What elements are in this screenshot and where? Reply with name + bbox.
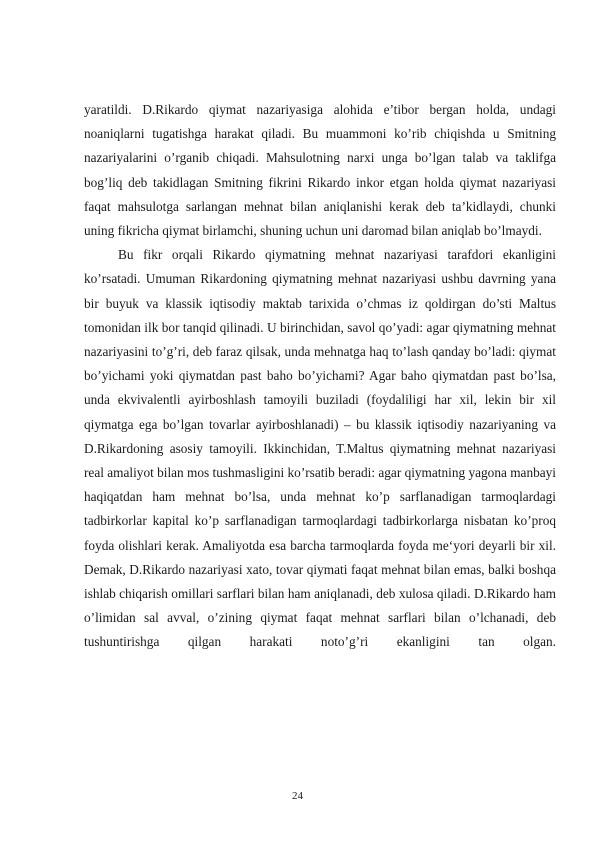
page-number: 24 [292, 790, 303, 802]
paragraph-2: Bu fikr orqali Rikardo qiymatning mehnat nazariyasi tarafdori ekanligini ko’rsatadi. Umuman Rikardoning qiymatning mehnat nazariyasi ushbu davrning yana bir buyuk va klassik iqtisodiy maktab tarixida o’chmas iz qoldirgan do’sti Maltus tomonidan ilk bor tanqid qilinadi. U birinchidan, savol qo’yadi: agar qiymatning mehnat nazariyasini to’g’ri, deb faraz qilsak, unda mehnatga haq to’lash qanday bo’ladi: qiymat bo’yichami yoki qiymatdan past baho bo’yichami? Agar baho qiymatdan past bo’lsa, unda ekvivalentli ayirboshlash tamoyili buziladi (foydaliligi har xil, lekin bir xil qiymatga ega bo’lgan tovarlar ayirboshlanadi) – bu klassik iqtisodiy nazariyaning va D.Rikardoning asosiy tamoyili. Ikkinchidan, T.Maltus qiymatning mehnat nazariyasi real amaliyot bilan mos tushmasligini ko’rsatib beradi: agar qiymatning yagona manbayi haqiqatdan ham mehnat bo’lsa, unda mehnat ko’p sarflanadigan tarmoqlardagi tadbirkorlar kapital ko’p sarflanadigan tarmoqlardagi tadbirkorlarga nisbatan ko’proq foyda olishlari kerak. Amaliyotda esa barcha tarmoqlarda foyda me‘yori deyarli bir xil. Demak, D.Rikardo nazariyasi xato, tovar qiymati faqat mehnat bilan emas, balki boshqa ishlab chiqarish omillari sarflari bilan ham aniqlanadi, deb xulosa qiladi. D.Rikardo ham o’limidan sal avval, o’zining qiymat faqat mehnat sarflari bilan o’lchanadi, deb tushuntirishga qilgan harakati noto’g’ri ekanligini tan olgan. [84, 247, 556, 650]
paragraph-1: yaratildi. D.Rikardo qiymat nazariyasiga alohida e’tibor bergan holda, undagi noaniqlarni tugatishga harakat qiladi. Bu muammoni ko’rib chiqishda u Smitning nazariyalarini o’rganib chiqadi. Mahsulotning narxi unga bo’lgan talab va taklifga bog’liq deb takidlagan Smitning fikrini Rikardo inkor etgan holda qiymat nazariyasi faqat mahsulotga sarlangan mehnat bilan aniqlanishi kerak deb ta’kidlaydi, chunki uning fikricha qiymat birlamchi, shuning uchun uni daromad bilan aniqlab bo’lmaydi. [84, 102, 556, 239]
body-text [84, 98, 556, 655]
